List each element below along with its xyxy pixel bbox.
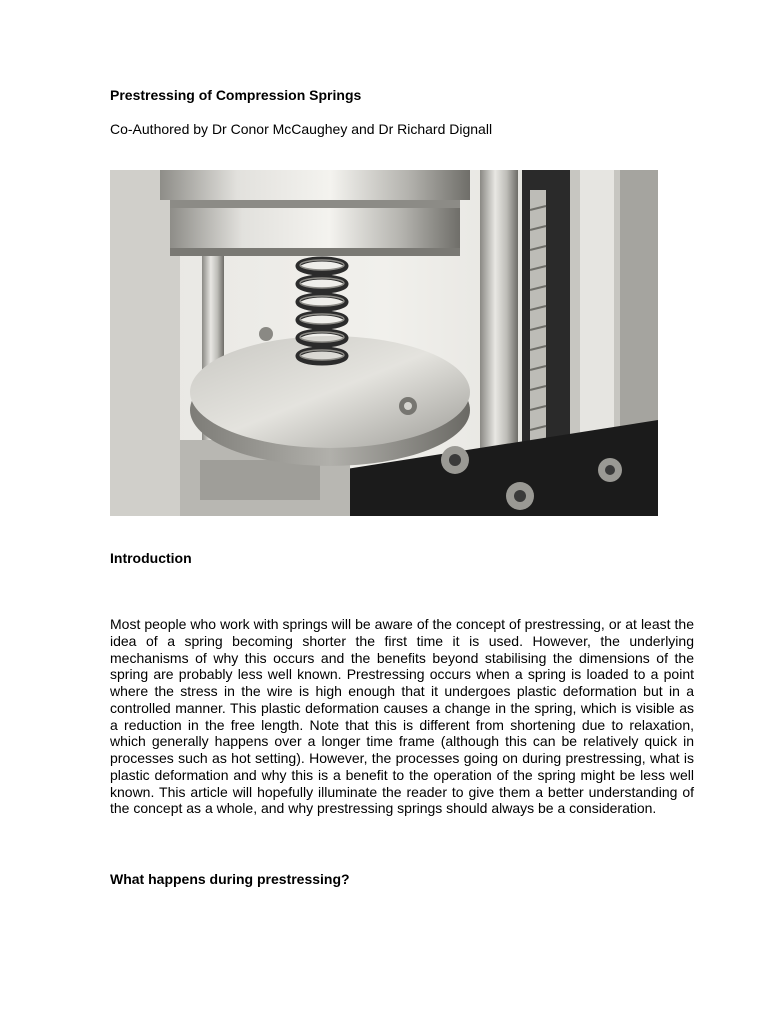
document-page: [110, 0, 694, 1024]
photo-illustration: [110, 170, 658, 516]
introduction-paragraph: Most people who work with springs will be aware of the concept of prestressing, or at least the idea of a spring becoming shorter the first time it is used. However, the underlying mechanisms of why this occurs and the benefits beyond stabilising the dimensions of the spring are probably less well known. Prestressing occurs when a spring is loaded to a point where the stress in the wire is high enough that it undergoes plastic deformation but in a controlled manner. This plastic deformation causes a change in the spring, which is visible as a reduction in the free length. Note that this is different from shortening due to relaxation, which generally happens over a longer time frame (although this can be relatively quick in processes such as hot setting). However, the processes going on during prestressing, what is plastic deformation and why this is a benefit to the operation of the spring might be less well known. This article will hopefully illuminate the reader to give them a better understanding of the concept as a whole, and why prestressing springs should always be a consideration.: [110, 616, 694, 817]
introduction-heading: Introduction: [110, 550, 192, 566]
spring-testing-machine-photo: [110, 170, 658, 516]
author-line: Co-Authored by Dr Conor McCaughey and Dr Richard Dignall: [110, 121, 493, 137]
document-title: Prestressing of Compression Springs: [110, 87, 362, 103]
prestressing-section-heading: What happens during prestressing?: [110, 871, 350, 887]
